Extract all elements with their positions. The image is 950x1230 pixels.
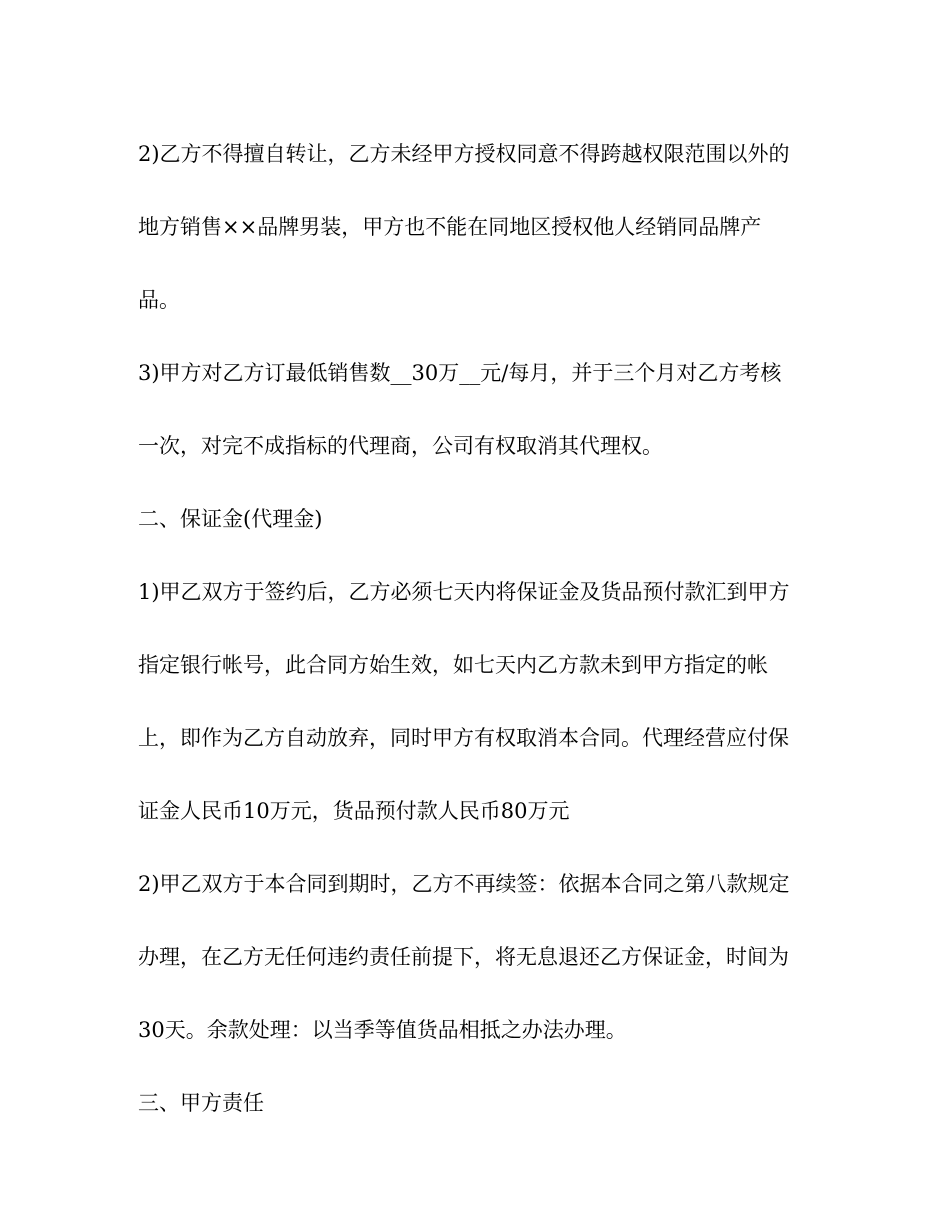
- text-line-clause-2-part-1: 2)乙方不得擅自转让，乙方未经甲方授权同意不得跨越权限范围以外的: [138, 142, 790, 166]
- text-line-deposit-2-part-3: 30天。余款处理：以当季等值货品相抵之办法办理。: [138, 1018, 627, 1042]
- section-heading-deposit: 二、保证金(代理金): [138, 507, 323, 531]
- text-line-deposit-1-part-4: 证金人民币10万元，货品预付款人民币80万元: [138, 799, 570, 823]
- text-line-clause-2-part-3: 品。: [138, 288, 180, 312]
- section-heading-party-a-responsibility: 三、甲方责任: [138, 1091, 264, 1115]
- document-body: [138, 118, 818, 1140]
- text-line-deposit-1-part-2: 指定银行帐号，此合同方始生效，如七天内乙方款未到甲方指定的帐: [138, 653, 768, 677]
- text-line-deposit-2-part-2: 办理，在乙方无任何违约责任前提下，将无息退还乙方保证金，时间为: [138, 945, 789, 969]
- text-line-clause-3-part-1: 3)甲方对乙方订最低销售数__30万__元/每月，并于三个月对乙方考核: [138, 361, 782, 385]
- text-line-clause-2-part-2: 地方销售××品牌男装，甲方也不能在同地区授权他人经销同品牌产: [138, 215, 762, 239]
- text-line-deposit-1-part-1: 1)甲乙双方于签约后，乙方必须七天内将保证金及货品预付款汇到甲方: [138, 580, 790, 604]
- text-line-clause-3-part-2: 一次，对完不成指标的代理商，公司有权取消其代理权。: [138, 434, 663, 458]
- text-line-deposit-2-part-1: 2)甲乙双方于本合同到期时，乙方不再续签：依据本合同之第八款规定: [138, 872, 790, 896]
- text-line-deposit-1-part-3: 上，即作为乙方自动放弃，同时甲方有权取消本合同。代理经营应付保: [138, 726, 789, 750]
